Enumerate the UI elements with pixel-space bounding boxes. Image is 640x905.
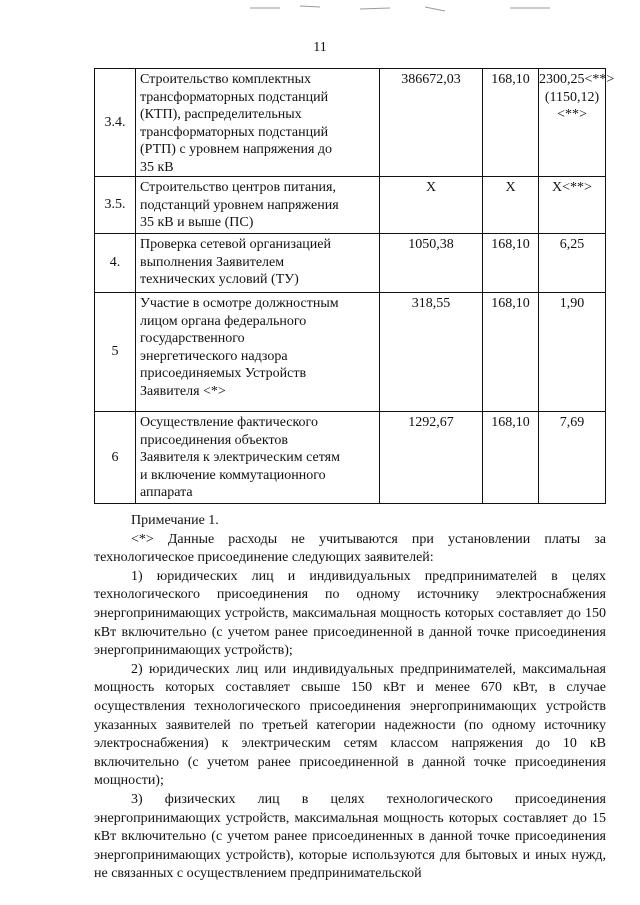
description-line: Осуществление фактического (140, 415, 318, 430)
row-number: 5 (95, 293, 136, 412)
result-line: 7,69 (559, 415, 585, 430)
row-number: 6 (95, 412, 136, 504)
table-row (95, 412, 606, 504)
cost-value: 318,55 (380, 293, 483, 412)
result-value (539, 293, 606, 412)
table-row (95, 234, 606, 293)
description-line: Строительство центров питания, (140, 180, 336, 195)
result-line: 6,25 (559, 237, 585, 252)
note-item-3: 3) физических лиц в целях технологического присоединения энергопринимающих устройств, максимальная мощность которых составляет до 15 кВт включительно (с учетом ранее присоединенных в данной точке присоединения энергопринимающих устройств), которые используются для бытовых и иных нужд, не связанных с осуществлением предпринимательской (94, 791, 606, 882)
row-number: 4. (95, 234, 136, 293)
result-line: <**> (557, 107, 587, 122)
description-line: выполнения Заявителем (140, 254, 285, 270)
note-intro: <*> Данные расходы не учитываются при установлении платы за технологическое присоединение следующих заявителей: (94, 531, 606, 566)
row-description (136, 177, 380, 234)
row-description (136, 293, 380, 412)
description-line: трансформаторных подстанций (140, 89, 329, 105)
note-title: Примечание 1. (131, 513, 219, 528)
cost-value: 1292,67 (380, 412, 483, 504)
description-line: Заявителя к электрическим сетям (140, 450, 340, 465)
row-description (136, 412, 380, 504)
table-row (95, 293, 606, 412)
description-line: технических условий (ТУ) (140, 272, 299, 287)
result-line: X<**> (552, 180, 592, 195)
description-line: Строительство комплектных (140, 72, 311, 87)
note-item-2: 2) юридических лиц или индивидуальных предпринимателей, максимальная мощность которых составляет свыше 150 кВт и менее 670 кВт, в случае осуществления технологического присоединения энергопринимающих устройств указанных заявителей по третьей категории надежности (по одному источнику электроснабжения) к электрическим сетям классом напряжения до 10 кВ включительно (с учетом ранее присоединенной в данной точке присоединения мощности); (94, 661, 606, 789)
description-line: подстанций уровнем напряжения (140, 197, 339, 213)
result-value (539, 177, 606, 234)
result-line: (1150,12) (544, 89, 600, 105)
result-line: 2300,25<**> (539, 72, 615, 87)
note-item-1: 1) юридических лиц и индивидуальных предпринимателей в целях технологического присоединения по одному источнику электроснабжения энергопринимающих устройств, максимальная мощность которых составляет до 150 кВт включительно (с учетом ранее присоединенной в данной точке присоединения энергопринимающих устройств); (94, 568, 606, 659)
description-line: Заявителя <*> (140, 383, 226, 399)
description-line: Участие в осмотре должностным (140, 296, 339, 311)
notes-section (94, 512, 606, 884)
row-number: 3.5. (95, 177, 136, 234)
description-line: 35 кВ и выше (ПС) (140, 215, 254, 230)
description-line: присоединяемых Устройств (140, 366, 307, 381)
cost-value: 1050,38 (380, 234, 483, 293)
tariff-table (94, 68, 615, 504)
description-line: аппарата (140, 485, 193, 500)
description-line: 35 кВ (140, 159, 174, 175)
page-number: 11 (313, 40, 327, 55)
rate-value: X (483, 177, 539, 234)
scan-artifact-marks (250, 2, 570, 18)
table-row (95, 177, 606, 234)
result-value (539, 412, 606, 504)
description-line: государственного (140, 331, 245, 346)
description-line: (РТП) с уровнем напряжения до (140, 142, 333, 157)
rate-value: 168,10 (483, 412, 539, 504)
result-value (539, 69, 615, 177)
cost-value: X (380, 177, 483, 234)
rate-value: 168,10 (483, 69, 539, 177)
description-line: лицом органа федерального (140, 313, 307, 329)
row-description (136, 234, 380, 293)
description-line: (КТП), распределительных (140, 107, 302, 122)
description-line: присоединения объектов (140, 432, 289, 448)
description-line: трансформаторных подстанций (140, 124, 329, 140)
row-description (136, 69, 380, 177)
table-row (95, 69, 606, 177)
rate-value: 168,10 (483, 234, 539, 293)
row-number: 3.4. (95, 69, 136, 177)
result-value (539, 234, 606, 293)
description-line: и включение коммутационного (140, 467, 326, 483)
description-line: Проверка сетевой организацией (140, 237, 331, 252)
result-line: 1,90 (559, 296, 585, 311)
description-line: энергетического надзора (140, 348, 288, 364)
cost-value: 386672,03 (380, 69, 483, 177)
rate-value: 168,10 (483, 293, 539, 412)
